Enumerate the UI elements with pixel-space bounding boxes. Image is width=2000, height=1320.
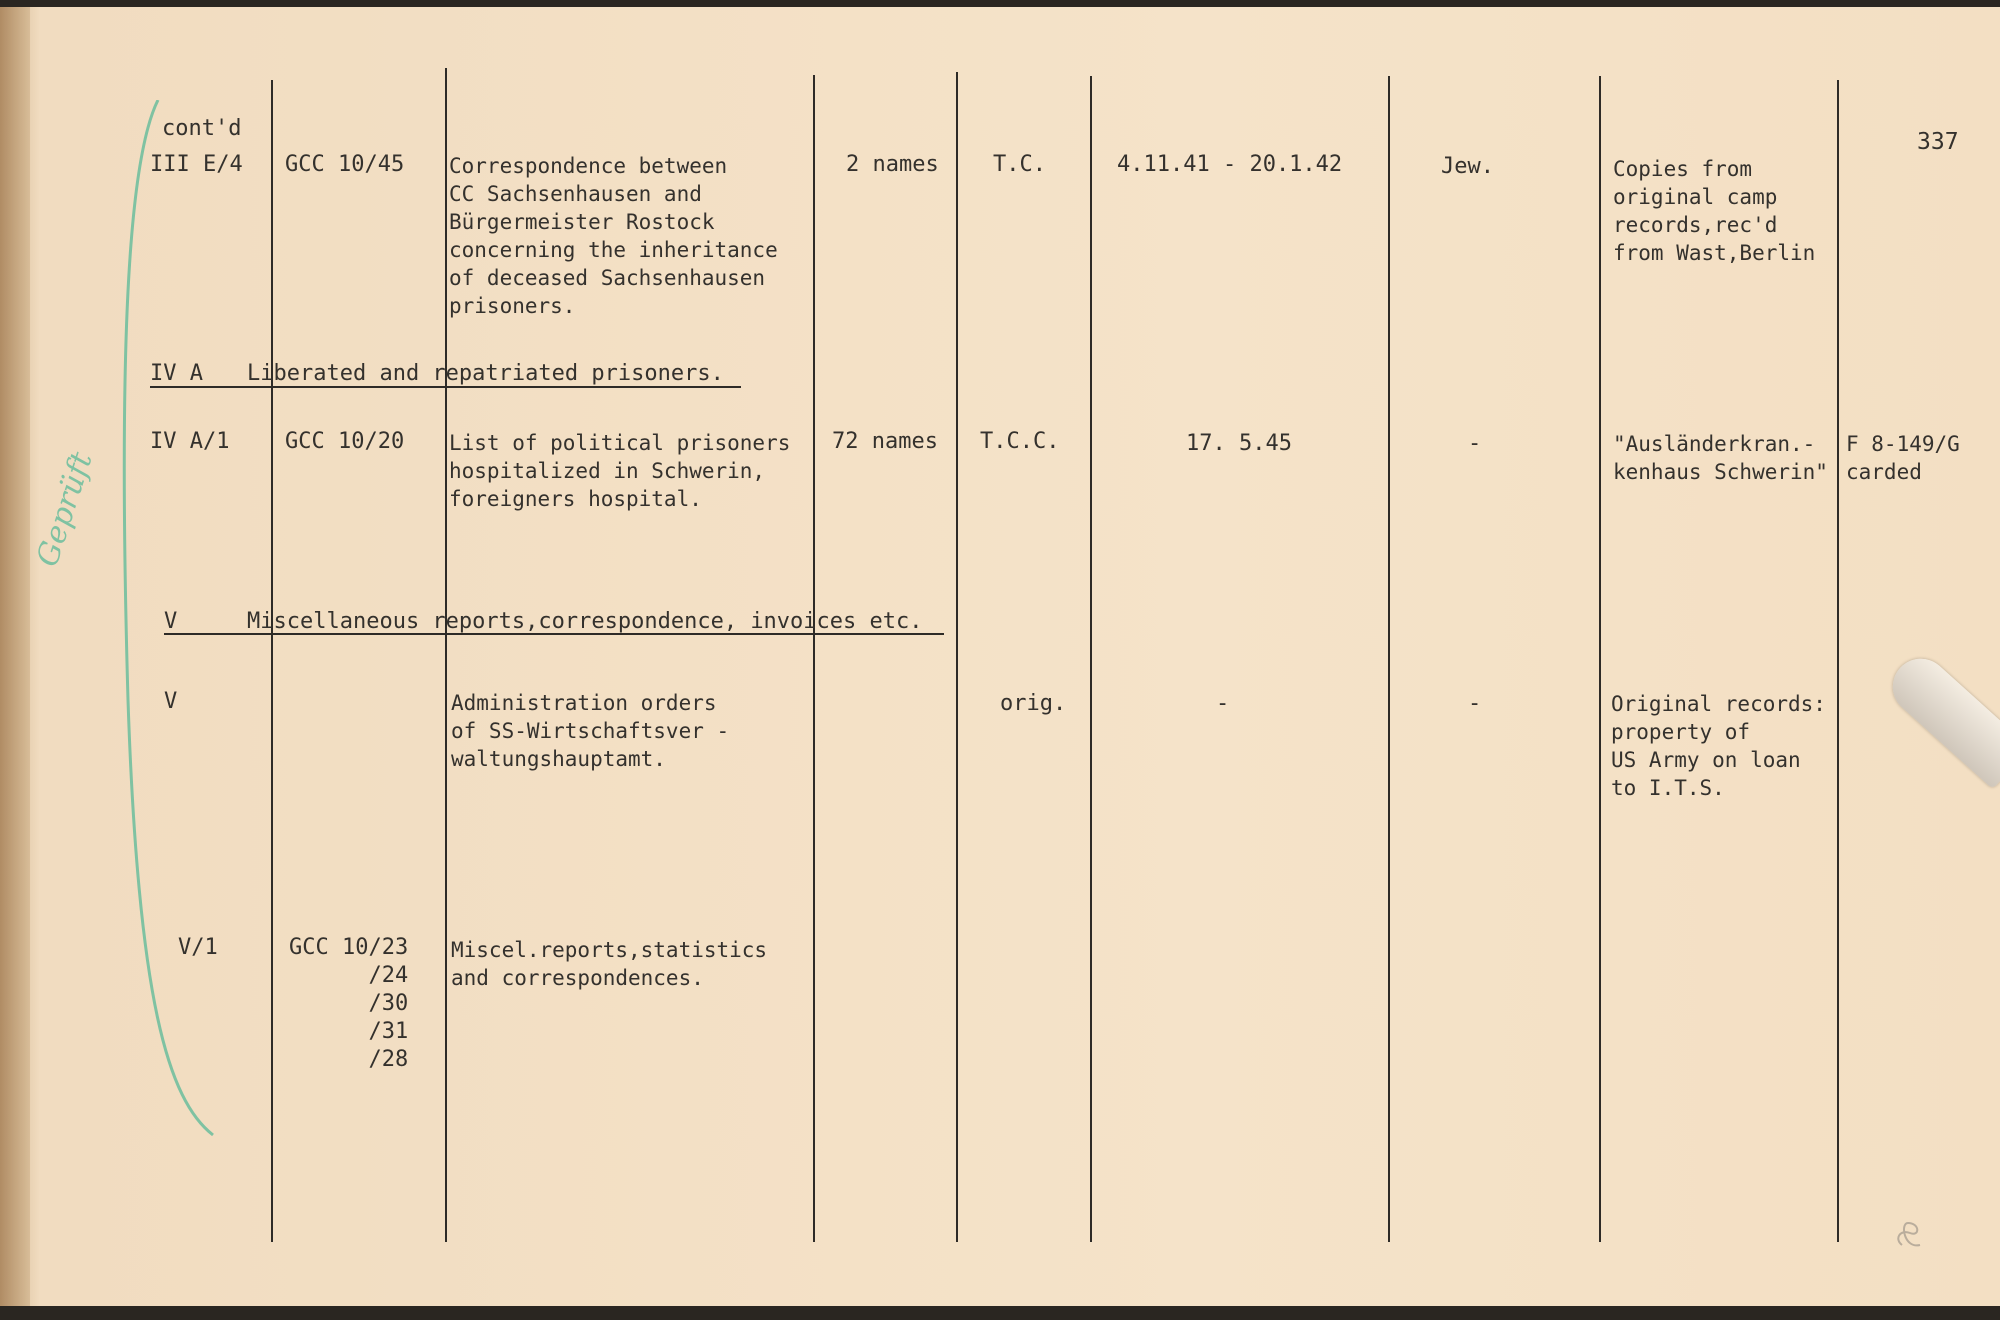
row-quantity: 72 names xyxy=(832,429,938,454)
row-date: - xyxy=(1216,691,1230,716)
row-code: V/1 xyxy=(178,935,218,960)
binding-edge xyxy=(0,0,30,1320)
row-code: V xyxy=(164,689,178,714)
row-description: Correspondence between CC Sachsenhausen and Bürgermeister Rostock concerning the inheritance of deceased Sachsenhausen prisoners. xyxy=(449,154,778,318)
column-rule-8 xyxy=(1837,80,1839,1242)
column-rule-4 xyxy=(956,72,958,1242)
row-code: III E/4 xyxy=(150,152,243,177)
column-rule-3 xyxy=(813,75,815,1242)
column-rule-1 xyxy=(271,80,273,1242)
row-category: Jew. xyxy=(1441,154,1494,179)
column-rule-2 xyxy=(445,68,447,1242)
row-reference: GCC 10/45 xyxy=(285,152,405,177)
section-code: V xyxy=(164,609,178,634)
top-shadow xyxy=(0,0,2000,7)
row-source: "Ausländerkran.- kenhaus Schwerin" xyxy=(1613,432,1828,484)
green-bracket-annotation xyxy=(118,100,218,1140)
pencil-initial-mark xyxy=(1890,1215,1930,1255)
row-description: List of political prisoners hospitalized in Schwerin, foreigners hospital. xyxy=(449,431,791,511)
row-type: orig. xyxy=(1000,691,1067,716)
column-rule-5 xyxy=(1090,76,1092,1242)
column-rule-7 xyxy=(1599,76,1601,1242)
continued-label: cont'd xyxy=(162,116,242,141)
row-reference: GCC 10/23 /24 /30 /31 /28 xyxy=(289,935,409,1072)
page-number: 337 xyxy=(1917,129,1959,155)
row-description: Administration orders of SS-Wirtschaftsver - waltungshauptamt. xyxy=(451,691,730,771)
row-description: Miscel.reports,statistics and correspondences. xyxy=(451,938,768,990)
row-category: - xyxy=(1468,691,1482,716)
row-remark: F 8-149/G carded xyxy=(1846,432,1960,484)
bottom-shadow xyxy=(0,1306,2000,1320)
section-title: Miscellaneous reports,correspondence, invoices etc. xyxy=(247,609,923,634)
section-title: Liberated and repatriated prisoners. xyxy=(247,361,724,386)
row-source: Copies from original camp records,rec'd from Wast,Berlin xyxy=(1613,157,1816,265)
row-type: T.C. xyxy=(993,152,1046,177)
row-date: 17. 5.45 xyxy=(1186,431,1292,456)
handwritten-annotation: Geprüft xyxy=(30,448,100,571)
row-code: IV A/1 xyxy=(150,429,230,454)
row-reference: GCC 10/20 xyxy=(285,429,405,454)
row-quantity: 2 names xyxy=(846,152,939,177)
row-source: Original records: property of US Army on loan to I.T.S. xyxy=(1611,692,1826,800)
section-code: IV A xyxy=(150,361,203,386)
column-rule-6 xyxy=(1388,76,1390,1242)
row-category: - xyxy=(1468,431,1482,456)
row-type: T.C.C. xyxy=(980,429,1060,454)
row-date: 4.11.41 - 20.1.42 xyxy=(1117,152,1343,177)
pencil-object xyxy=(1881,647,2000,789)
